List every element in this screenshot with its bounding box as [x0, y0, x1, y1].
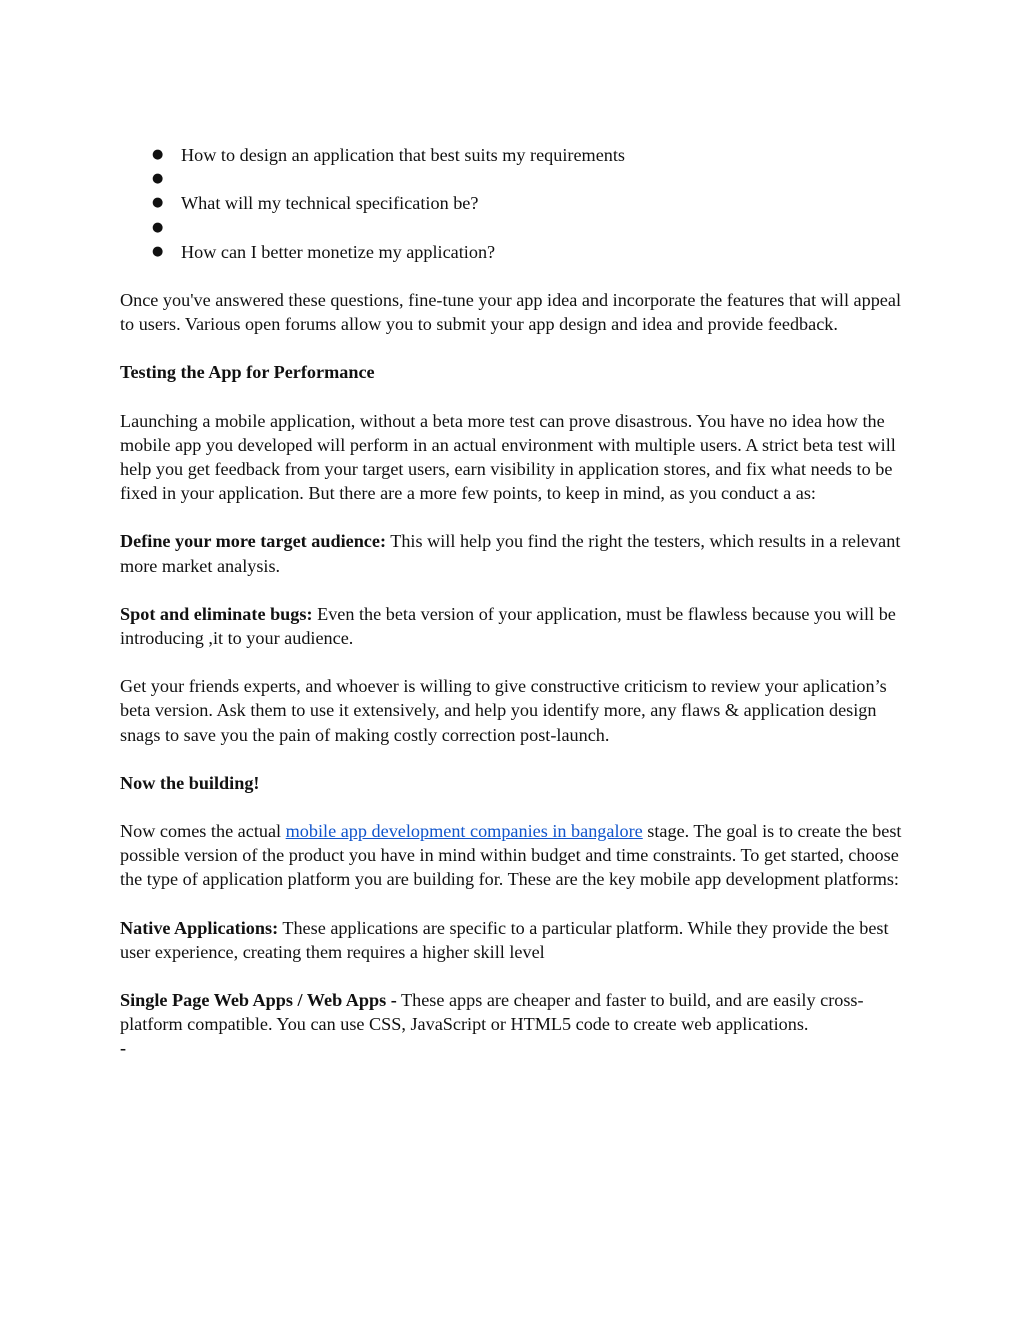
bullet-icon: ●: [152, 219, 164, 235]
list-item: [120, 240, 910, 264]
paragraph-friends: Get your friends experts, and whoever is willing to give constructive criticism to review your aplication’s beta version. Ask them to use it extensively, and help you identify more, any flaws & application design snags to save you the pain of making costly correction post-launch.: [120, 676, 887, 745]
list-item: [120, 191, 910, 215]
web-apps-label: Single Page Web Apps / Web Apps -: [120, 990, 397, 1011]
trailing-dash: -: [120, 1038, 127, 1059]
paragraph-native-apps: [120, 916, 910, 964]
define-audience-text: This will help you find the right the testers, which results in a relevant more market analysis.: [120, 531, 901, 576]
bullet-icon: ●: [152, 243, 164, 259]
define-audience-label: Define your more target audience:: [120, 531, 387, 552]
heading-testing-text: Testing the App for Performance: [120, 362, 375, 383]
heading-building: [120, 771, 910, 795]
heading-building-text: Now the building!: [120, 772, 260, 793]
paragraph-spot-bugs: [120, 602, 910, 650]
list-item: [120, 143, 910, 167]
paragraph-now-comes: [120, 819, 910, 892]
paragraph-define-audience: [120, 529, 910, 577]
list-item-text: What will my technical specification be?: [181, 193, 479, 214]
native-apps-text: These applications are specific to a particular platform. While they provide the best user experience, creating them requires a higher skill level: [120, 917, 889, 962]
list-item: [120, 167, 910, 191]
bullet-icon: ●: [152, 147, 164, 162]
now-comes-after: stage. The goal is to create the best possible version of the product you have in mind within budget and time constraints. To get started, choose the type of application platform you are building for. These are the key mobile app development platforms:: [120, 821, 902, 890]
question-list: [120, 143, 910, 264]
list-item-text: How to design an application that best suits my requirements: [181, 145, 625, 165]
heading-testing: [120, 360, 910, 384]
now-comes-before: Now comes the actual: [120, 821, 286, 842]
bullet-icon: ●: [152, 171, 164, 187]
paragraph-launching: Launching a mobile application, without a beta more test can prove disastrous. You have no idea how the mobile app you developed will perform in an actual environment with multiple users. A strict beta test will help you get feedback from your target users, earn visibility in application stores, and fix what needs to be fixed in your application. But there are a more few points, to keep in mind, as you conduct a as:: [120, 410, 896, 504]
native-apps-label: Native Applications:: [120, 917, 279, 938]
list-item-text: How can I better monetize my application?: [181, 241, 496, 262]
spot-bugs-text: Even the beta version of your application, must be flawless because you will be introducing ,it to your audience.: [120, 603, 896, 649]
paragraph-web-apps: [120, 988, 910, 1036]
spot-bugs-label: Spot and eliminate bugs:: [120, 603, 313, 624]
bullet-icon: ●: [152, 195, 164, 211]
list-item: [120, 216, 910, 240]
companies-link[interactable]: mobile app development companies in bangalore: [285, 821, 643, 842]
paragraph-answered: Once you've answered these questions, fine-tune your app idea and incorporate the features that will appeal to users. Various open forums allow you to submit your app design and idea and provide feedback.: [120, 289, 902, 335]
web-apps-text: These apps are cheaper and faster to build, and are easily cross-platform compatible. You can use CSS, JavaScript or HTML5 code to create web applications.: [120, 990, 864, 1035]
document-body: [120, 143, 910, 1061]
